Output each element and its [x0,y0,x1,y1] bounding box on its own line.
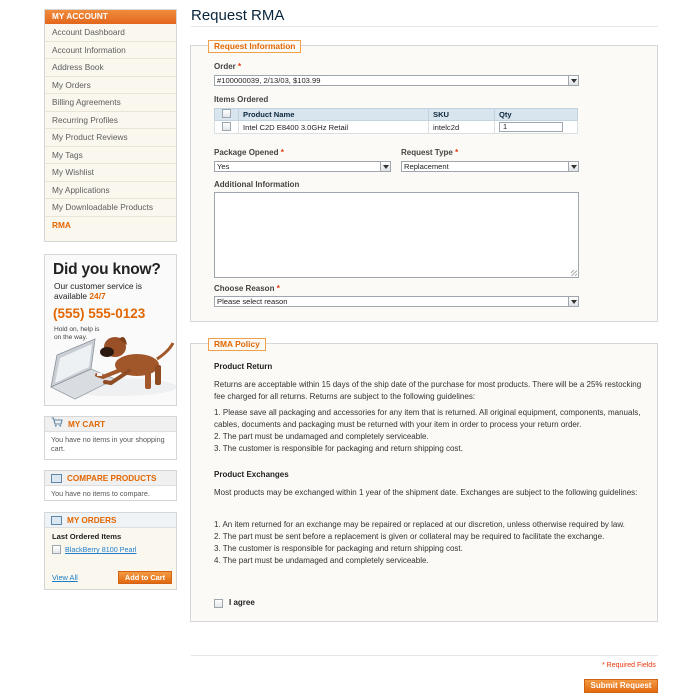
add-to-cart-button[interactable]: Add to Cart [118,571,172,584]
nav-item-my-tags[interactable]: My Tags [45,147,176,165]
account-navigation [44,9,177,242]
order-required-mark: * [238,62,242,71]
last-ordered-item [45,543,176,556]
product-exchanges-intro: Most products may be exchanged within 1 year of the shipment date. Exchanges are subject to the following guidelines: [214,488,638,497]
order-select-value: #100000039, 2/13/03, $103.99 [217,76,321,85]
request-type-required-mark: * [455,148,459,157]
row-product-name: Intel C2D E8400 3.0GHz Retail [239,121,429,134]
nav-item-account-information[interactable]: Account Information [45,42,176,60]
rma-policy-fieldset [190,339,658,622]
row-qty-cell [495,121,578,134]
package-opened-select[interactable] [214,161,391,172]
product-exchanges-list [214,519,644,567]
compare-header [45,471,176,486]
compare-icon [51,474,62,483]
exchange-guideline-3: 3. The customer is responsible for packaging and return shipping cost. [214,544,463,553]
nav-item-address-book[interactable]: Address Book [45,59,176,77]
order-label-text: Order [214,62,236,71]
request-type-select[interactable] [401,161,579,172]
additional-info-label: Additional Information [214,180,300,189]
chevron-down-icon [568,76,578,85]
agree-label[interactable]: I agree [229,598,255,607]
reorder-checkbox[interactable] [52,545,61,554]
my-cart-block [44,416,177,460]
dog-laptop-image [45,325,177,406]
choose-reason-label-text: Choose Reason [214,284,275,293]
required-fields-note: * Required Fields [602,662,656,669]
row-checkbox[interactable] [222,122,231,131]
row-sku: intelc2d [429,121,495,134]
request-type-label-text: Request Type [401,148,453,157]
choose-reason-label [214,284,280,293]
banner-hold-text: Hold on, help is on the way. [54,326,100,341]
select-all-checkbox[interactable] [222,109,231,118]
cart-icon [51,417,63,432]
order-label [214,62,241,71]
package-opened-label [214,148,284,157]
nav-item-my-product-reviews[interactable]: My Product Reviews [45,129,176,147]
nav-item-my-applications[interactable]: My Applications [45,182,176,200]
nav-item-rma: RMA [52,219,71,230]
page-title: Request RMA [191,7,285,24]
request-type-label [401,148,458,157]
chevron-down-icon [568,297,578,306]
exchange-guideline-2: 2. The part must be sent before a replacement is given or collateral may be required to facilitate the exchange. [214,532,605,541]
my-orders-title: MY ORDERS [67,515,117,525]
request-information-fieldset [190,41,658,322]
choose-reason-value: Please select reason [217,297,288,306]
return-guideline-1: 1. Please save all packaging and accessories for any item that is returned. All original equipment, components, manuals, cables, documents and packaging must be returned with your item in order to process your return order. [214,408,641,429]
rma-policy-legend: RMA Policy [208,338,266,351]
compare-title: COMPARE PRODUCTS [67,473,157,483]
banner-highlight: 24/7 [89,291,106,301]
package-opened-value: Yes [217,162,230,171]
banner-title: Did you know? [53,261,161,278]
my-orders-block [44,512,177,590]
orders-icon [51,516,62,525]
items-table-header [215,109,578,121]
account-nav-title: MY ACCOUNT [45,10,176,24]
return-guideline-2: 2. The part must be undamaged and completely serviceable. [214,432,429,441]
qty-input[interactable]: 1 [499,122,563,132]
my-orders-header [45,513,176,528]
package-opened-required-mark: * [280,148,284,157]
customer-service-banner[interactable] [44,254,177,406]
request-information-legend: Request Information [208,40,301,53]
product-return-list [214,407,644,455]
nav-item-billing-agreements[interactable]: Billing Agreements [45,94,176,112]
request-type-value: Replacement [404,162,449,171]
product-return-heading: Product Return [214,362,273,371]
chevron-down-icon [568,162,578,171]
banner-line-2: available [54,291,90,301]
chevron-down-icon [380,162,390,171]
agree-row [214,597,644,609]
column-sku: SKU [429,109,495,121]
product-return-intro: Returns are acceptable within 15 days of the ship date of the purchase for most products. There will be a 25% restocking fee charged for all returns. Returns are subject to the following guidelines: [214,380,642,401]
order-select[interactable] [214,75,579,86]
package-opened-label-text: Package Opened [214,148,279,157]
exchange-guideline-1: 1. An item returned for an exchange may be repaired or replaced at our discretion, unless otherwise required by law. [214,520,625,529]
agree-checkbox[interactable] [214,599,223,608]
footer-divider [191,655,658,656]
resize-grip-icon[interactable] [571,270,577,276]
row-checkbox-cell [215,121,239,134]
column-qty: Qty [495,109,578,121]
additional-info-textarea[interactable] [214,192,579,278]
items-ordered-table [214,108,578,134]
nav-item-my-orders[interactable]: My Orders [45,77,176,95]
nav-item-my-downloadable-products[interactable]: My Downloadable Products [45,199,176,217]
compare-products-block [44,470,177,501]
view-all-link[interactable]: View All [52,573,78,582]
title-divider [191,26,658,27]
choose-reason-required-mark: * [276,284,280,293]
banner-text [54,281,142,301]
table-row [215,121,578,134]
choose-reason-select[interactable] [214,296,579,307]
my-cart-header [45,417,176,432]
my-cart-empty-text: You have no items in your shopping cart. [51,435,165,453]
banner-phone: (555) 555-0123 [53,306,146,321]
nav-item-account-dashboard[interactable]: Account Dashboard [45,24,176,42]
column-product-name: Product Name [239,109,429,121]
compare-empty-text: You have no items to compare. [51,489,150,498]
nav-item-recurring-profiles[interactable]: Recurring Profiles [45,112,176,130]
submit-request-button[interactable]: Submit Request [584,679,658,693]
select-all-header [215,109,239,121]
return-guideline-3: 3. The customer is responsible for packaging and return shipping cost. [214,444,463,453]
banner-line-1: Our customer service is [54,281,142,291]
my-cart-title: MY CART [68,419,106,429]
last-ordered-title: Last Ordered Items [52,532,122,541]
items-ordered-label: Items Ordered [214,95,269,104]
product-exchanges-heading: Product Exchanges [214,470,289,479]
nav-item-my-wishlist[interactable]: My Wishlist [45,164,176,182]
last-ordered-product-link[interactable]: BlackBerry 8100 Pearl [65,545,137,554]
exchange-guideline-4: 4. The part must be undamaged and completely serviceable. [214,556,429,565]
account-nav-list [45,24,176,234]
